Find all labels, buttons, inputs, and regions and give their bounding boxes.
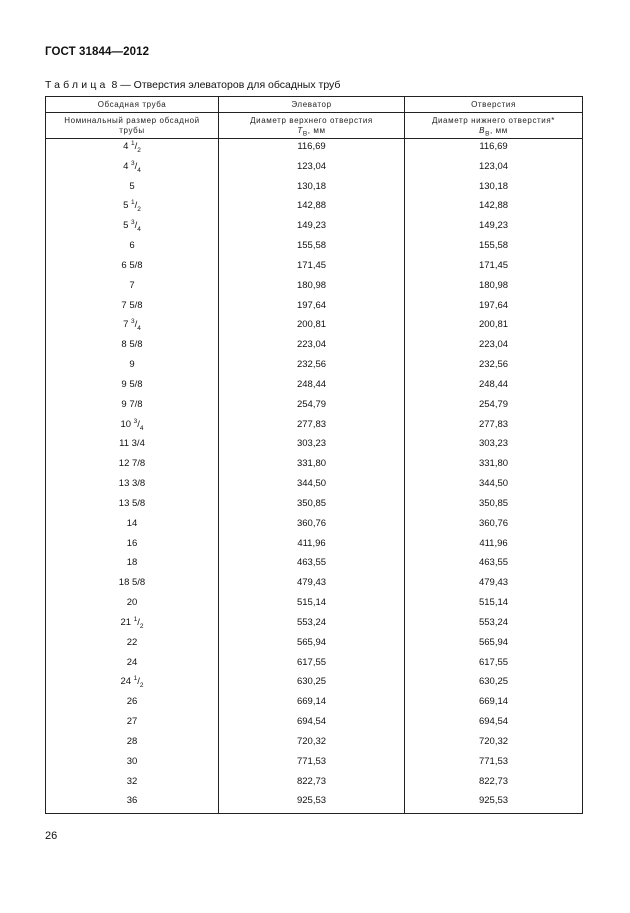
casing-size-cell: 24 [46, 655, 219, 675]
casing-size-cell: 7 [46, 278, 219, 298]
bottom-diameter-cell: 123,04 [405, 159, 583, 179]
top-diameter-cell: 479,43 [219, 575, 405, 595]
bottom-diameter-cell: 149,23 [405, 218, 583, 238]
top-diameter-cell: 694,54 [219, 714, 405, 734]
top-diameter-cell: 254,79 [219, 397, 405, 417]
table-row [46, 516, 583, 536]
table-row [46, 436, 583, 456]
casing-size-cell: 27 [46, 714, 219, 734]
bottom-diameter-cell: 925,53 [405, 793, 583, 814]
casing-size-cell: 11 3/4 [46, 436, 219, 456]
header-elevator: Элеватор [219, 97, 405, 113]
bottom-diameter-cell: 411,96 [405, 536, 583, 556]
header-bottom-diameter: Диаметр нижнего отверстия* $B_B$, мм [405, 113, 583, 139]
table-caption-label: Таблица [45, 79, 109, 91]
table-row [46, 734, 583, 754]
top-diameter-cell: 155,58 [219, 238, 405, 258]
bottom-diameter-cell: 116,69 [405, 139, 583, 159]
casing-size-cell: 4 $^1/_2$ [46, 139, 219, 159]
table-row [46, 555, 583, 575]
casing-size-cell: 16 [46, 536, 219, 556]
top-diameter-cell: 720,32 [219, 734, 405, 754]
top-diameter-cell: 463,55 [219, 555, 405, 575]
table-row [46, 298, 583, 318]
bottom-diameter-cell: 223,04 [405, 337, 583, 357]
table-row [46, 575, 583, 595]
casing-size-cell: 12 7/8 [46, 456, 219, 476]
table-row [46, 496, 583, 516]
bottom-diameter-cell: 463,55 [405, 555, 583, 575]
top-diameter-cell: 171,45 [219, 258, 405, 278]
bottom-diameter-cell: 130,18 [405, 179, 583, 199]
table-row [46, 238, 583, 258]
top-diameter-cell: 331,80 [219, 456, 405, 476]
casing-size-cell: 7 $^3/_4$ [46, 317, 219, 337]
top-diameter-cell: 669,14 [219, 694, 405, 714]
table-row [46, 278, 583, 298]
bottom-diameter-cell: 303,23 [405, 436, 583, 456]
bottom-diameter-cell: 515,14 [405, 595, 583, 615]
casing-size-cell: 21 $^1/_2$ [46, 615, 219, 635]
header-openings: Отверстия [405, 97, 583, 113]
bottom-diameter-cell: 694,54 [405, 714, 583, 734]
table-row [46, 139, 583, 159]
table-row [46, 159, 583, 179]
top-diameter-cell: 515,14 [219, 595, 405, 615]
casing-size-cell: 9 5/8 [46, 377, 219, 397]
top-diameter-cell: 771,53 [219, 754, 405, 774]
top-diameter-cell: 142,88 [219, 198, 405, 218]
table-row [46, 655, 583, 675]
header-casing-pipe: Обсадная труба [46, 97, 219, 113]
table-row [46, 635, 583, 655]
table-row [46, 179, 583, 199]
bottom-diameter-cell: 344,50 [405, 476, 583, 496]
top-diameter-cell: 350,85 [219, 496, 405, 516]
top-diameter-cell: 130,18 [219, 179, 405, 199]
table-row [46, 714, 583, 734]
top-diameter-cell: 411,96 [219, 536, 405, 556]
table-row [46, 595, 583, 615]
casing-size-cell: 28 [46, 734, 219, 754]
casing-size-cell: 14 [46, 516, 219, 536]
bottom-diameter-cell: 180,98 [405, 278, 583, 298]
top-diameter-cell: 553,24 [219, 615, 405, 635]
bottom-diameter-cell: 565,94 [405, 635, 583, 655]
casing-size-cell: 22 [46, 635, 219, 655]
bottom-diameter-cell: 277,83 [405, 417, 583, 437]
top-diameter-cell: 116,69 [219, 139, 405, 159]
document-code: ГОСТ 31844—2012 [45, 46, 150, 58]
casing-size-cell: 13 5/8 [46, 496, 219, 516]
top-diameter-cell: 303,23 [219, 436, 405, 456]
top-diameter-cell: 617,55 [219, 655, 405, 675]
casing-size-cell: 13 3/8 [46, 476, 219, 496]
bottom-diameter-cell: 254,79 [405, 397, 583, 417]
casing-size-cell: 8 5/8 [46, 337, 219, 357]
top-diameter-cell: 248,44 [219, 377, 405, 397]
top-diameter-cell: 565,94 [219, 635, 405, 655]
table-row [46, 793, 583, 814]
bottom-diameter-cell: 142,88 [405, 198, 583, 218]
table-row [46, 377, 583, 397]
table-row [46, 397, 583, 417]
table-row [46, 456, 583, 476]
bottom-diameter-cell: 200,81 [405, 317, 583, 337]
table-row [46, 754, 583, 774]
table-row [46, 357, 583, 377]
table-caption [45, 79, 340, 91]
casing-elevator-table [45, 96, 583, 814]
top-diameter-cell: 232,56 [219, 357, 405, 377]
bottom-diameter-cell: 171,45 [405, 258, 583, 278]
table-row [46, 774, 583, 794]
table-row [46, 417, 583, 437]
table-row [46, 615, 583, 635]
casing-size-cell: 32 [46, 774, 219, 794]
page-number: 26 [45, 830, 58, 842]
bottom-diameter-cell: 669,14 [405, 694, 583, 714]
top-diameter-cell: 277,83 [219, 417, 405, 437]
casing-size-cell: 10 $^3/_4$ [46, 417, 219, 437]
table-row [46, 536, 583, 556]
top-diameter-cell: 630,25 [219, 674, 405, 694]
casing-size-cell: 6 5/8 [46, 258, 219, 278]
table-row [46, 337, 583, 357]
bottom-diameter-cell: 617,55 [405, 655, 583, 675]
casing-size-cell: 5 $^3/_4$ [46, 218, 219, 238]
top-diameter-cell: 344,50 [219, 476, 405, 496]
top-diameter-cell: 925,53 [219, 793, 405, 814]
bottom-diameter-cell: 630,25 [405, 674, 583, 694]
casing-size-cell: 24 $^1/_2$ [46, 674, 219, 694]
bottom-diameter-cell: 197,64 [405, 298, 583, 318]
table-row [46, 476, 583, 496]
casing-size-cell: 9 [46, 357, 219, 377]
table-caption-title: 8 — Отверстия элеваторов для обсадных труб [111, 79, 341, 91]
casing-size-cell: 20 [46, 595, 219, 615]
table-row [46, 258, 583, 278]
bottom-diameter-cell: 350,85 [405, 496, 583, 516]
bottom-diameter-cell: 720,32 [405, 734, 583, 754]
casing-size-cell: 4 $^3/_4$ [46, 159, 219, 179]
table-row [46, 218, 583, 238]
top-diameter-cell: 180,98 [219, 278, 405, 298]
casing-size-cell: 18 5/8 [46, 575, 219, 595]
top-diameter-cell: 123,04 [219, 159, 405, 179]
top-diameter-cell: 822,73 [219, 774, 405, 794]
table-row [46, 317, 583, 337]
casing-size-cell: 26 [46, 694, 219, 714]
top-diameter-cell: 360,76 [219, 516, 405, 536]
bottom-diameter-cell: 248,44 [405, 377, 583, 397]
table-row [46, 198, 583, 218]
top-diameter-cell: 149,23 [219, 218, 405, 238]
casing-size-cell: 7 5/8 [46, 298, 219, 318]
casing-size-cell: 6 [46, 238, 219, 258]
casing-size-cell: 5 $^1/_2$ [46, 198, 219, 218]
casing-size-cell: 9 7/8 [46, 397, 219, 417]
bottom-diameter-cell: 331,80 [405, 456, 583, 476]
casing-size-cell: 36 [46, 793, 219, 814]
table-row [46, 694, 583, 714]
top-diameter-cell: 223,04 [219, 337, 405, 357]
bottom-diameter-cell: 822,73 [405, 774, 583, 794]
header-top-diameter: Диаметр верхнего отверстия $T_B$, мм [219, 113, 405, 139]
table-body [46, 139, 583, 814]
bottom-diameter-cell: 771,53 [405, 754, 583, 774]
bottom-diameter-cell: 479,43 [405, 575, 583, 595]
bottom-diameter-cell: 553,24 [405, 615, 583, 635]
bottom-diameter-cell: 360,76 [405, 516, 583, 536]
casing-size-cell: 5 [46, 179, 219, 199]
table-row [46, 674, 583, 694]
top-diameter-cell: 200,81 [219, 317, 405, 337]
top-diameter-cell: 197,64 [219, 298, 405, 318]
bottom-diameter-cell: 232,56 [405, 357, 583, 377]
header-nominal-size: Номинальный размер обсадной трубы [46, 113, 219, 139]
bottom-diameter-cell: 155,58 [405, 238, 583, 258]
casing-size-cell: 18 [46, 555, 219, 575]
casing-size-cell: 30 [46, 754, 219, 774]
